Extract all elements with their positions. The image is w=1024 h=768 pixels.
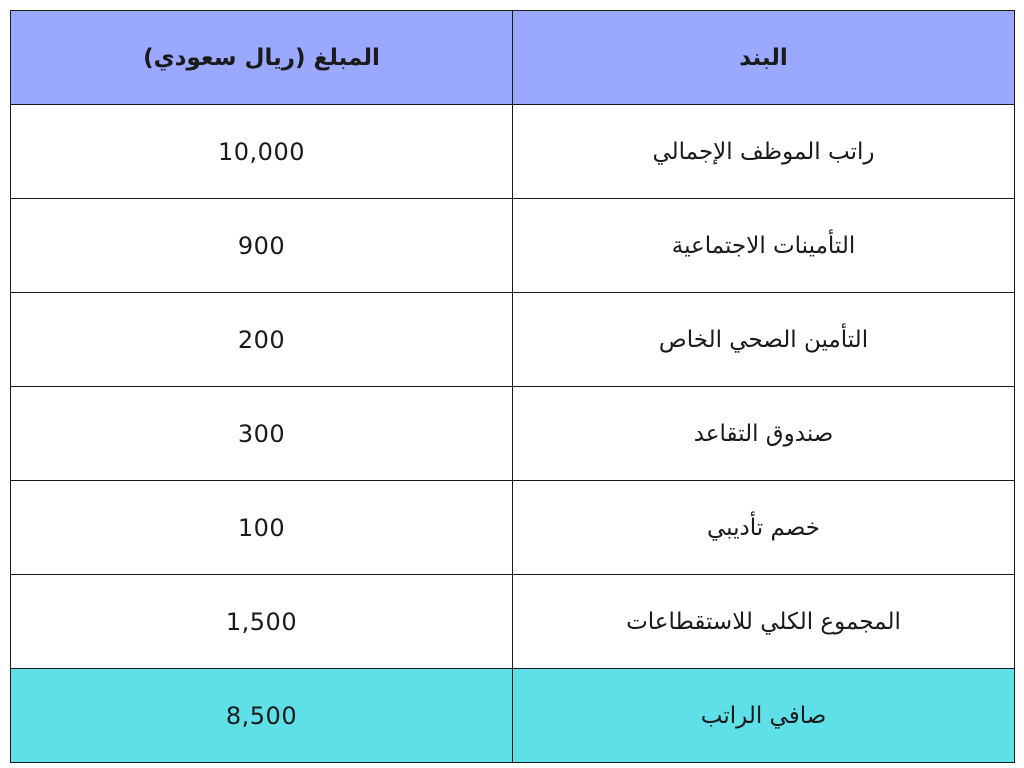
row-item: راتب الموظف الإجمالي xyxy=(513,105,1015,199)
total-row xyxy=(11,669,1015,763)
table-row xyxy=(11,387,1015,481)
row-amount: 1,500 xyxy=(11,575,513,669)
header-item: البند xyxy=(513,11,1015,105)
table-row xyxy=(11,575,1015,669)
row-amount: 10,000 xyxy=(11,105,513,199)
total-item: صافي الراتب xyxy=(513,669,1015,763)
table-row xyxy=(11,293,1015,387)
table-row xyxy=(11,481,1015,575)
table-row xyxy=(11,199,1015,293)
row-item: صندوق التقاعد xyxy=(513,387,1015,481)
row-item: خصم تأديبي xyxy=(513,481,1015,575)
row-amount: 100 xyxy=(11,481,513,575)
row-amount: 900 xyxy=(11,199,513,293)
total-amount: 8,500 xyxy=(11,669,513,763)
header-amount: المبلغ (ريال سعودي) xyxy=(11,11,513,105)
table-header-row xyxy=(11,11,1015,105)
salary-table xyxy=(10,10,1015,763)
row-item: المجموع الكلي للاستقطاعات xyxy=(513,575,1015,669)
row-amount: 300 xyxy=(11,387,513,481)
row-item: التأمين الصحي الخاص xyxy=(513,293,1015,387)
row-amount: 200 xyxy=(11,293,513,387)
table-row xyxy=(11,105,1015,199)
salary-table-container xyxy=(10,10,1014,761)
row-item: التأمينات الاجتماعية xyxy=(513,199,1015,293)
